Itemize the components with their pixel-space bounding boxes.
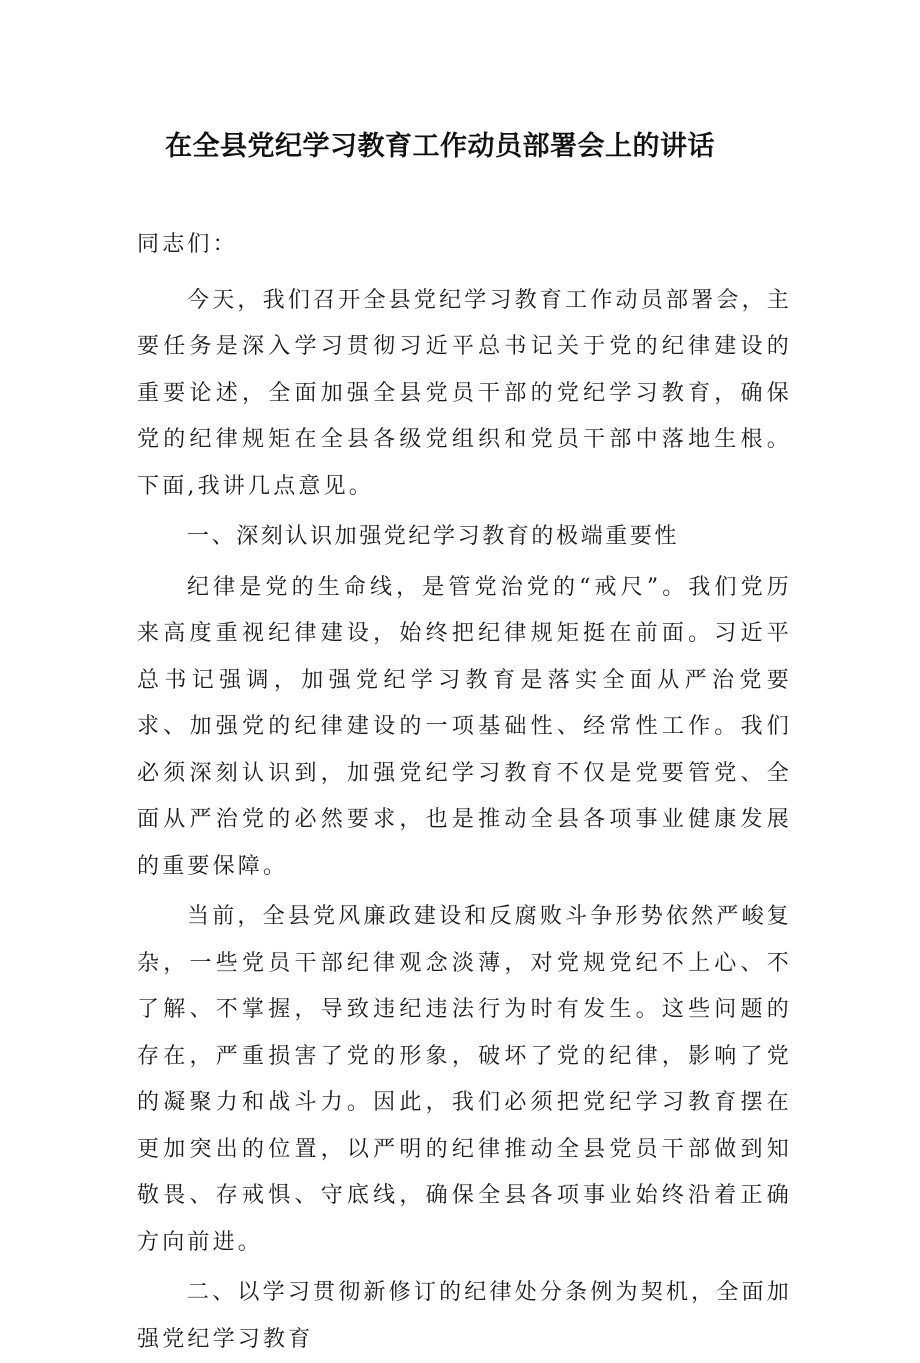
greeting: 同志们： (137, 232, 238, 257)
section-heading-2: 二、以学习贯彻新修订的纪律处分条例为契机，全面加强党纪学习教育 (137, 1280, 792, 1352)
paragraph-situation: 当前，全县党风廉政建设和反腐败斗争形势依然严峻复杂，一些党员干部纪律观念淡薄，对党规党纪不上心、不了解、不掌握，导致违纪违法行为时有发生。这些问题的存在，严重损害了党的形象，破坏了党的纪律，影响了党的凝聚力和战斗力。因此，我们必须把党纪学习教育摆在更加突出的位置，以严明的纪律推动全县党员干部做到知敬畏、存戒惧、守底线，确保全县各项事业始终沿着正确方向前进。 (137, 904, 792, 1255)
document-body (137, 222, 792, 1363)
paragraph-discipline: 纪律是党的生命线，是管党治党的“戒尺”。我们党历来高度重视纪律建设，始终把纪律规矩挺在前面。习近平总书记强调，加强党纪学习教育是落实全面从严治党要求、加强党的纪律建设的一项基础性、经常性工作。我们必须深刻认识到，加强党纪学习教育不仅是党要管党、全面从严治党的必然要求，也是推动全县各项事业健康发展的重要保障。 (137, 574, 792, 879)
paragraph-intro: 今天，我们召开全县党纪学习教育工作动员部署会，主要任务是深入学习贯彻习近平总书记关于党的纪律建设的重要论述，全面加强全县党员干部的党纪学习教育，确保党的纪律规矩在全县各级党组织和党员干部中落地生根。下面,我讲几点意见。 (137, 287, 792, 499)
document-title: 在全县党纪学习教育工作动员部署会上的讲话 (165, 131, 715, 162)
section-heading-1: 一、深刻认识加强党纪学习教育的极端重要性 (187, 524, 680, 549)
